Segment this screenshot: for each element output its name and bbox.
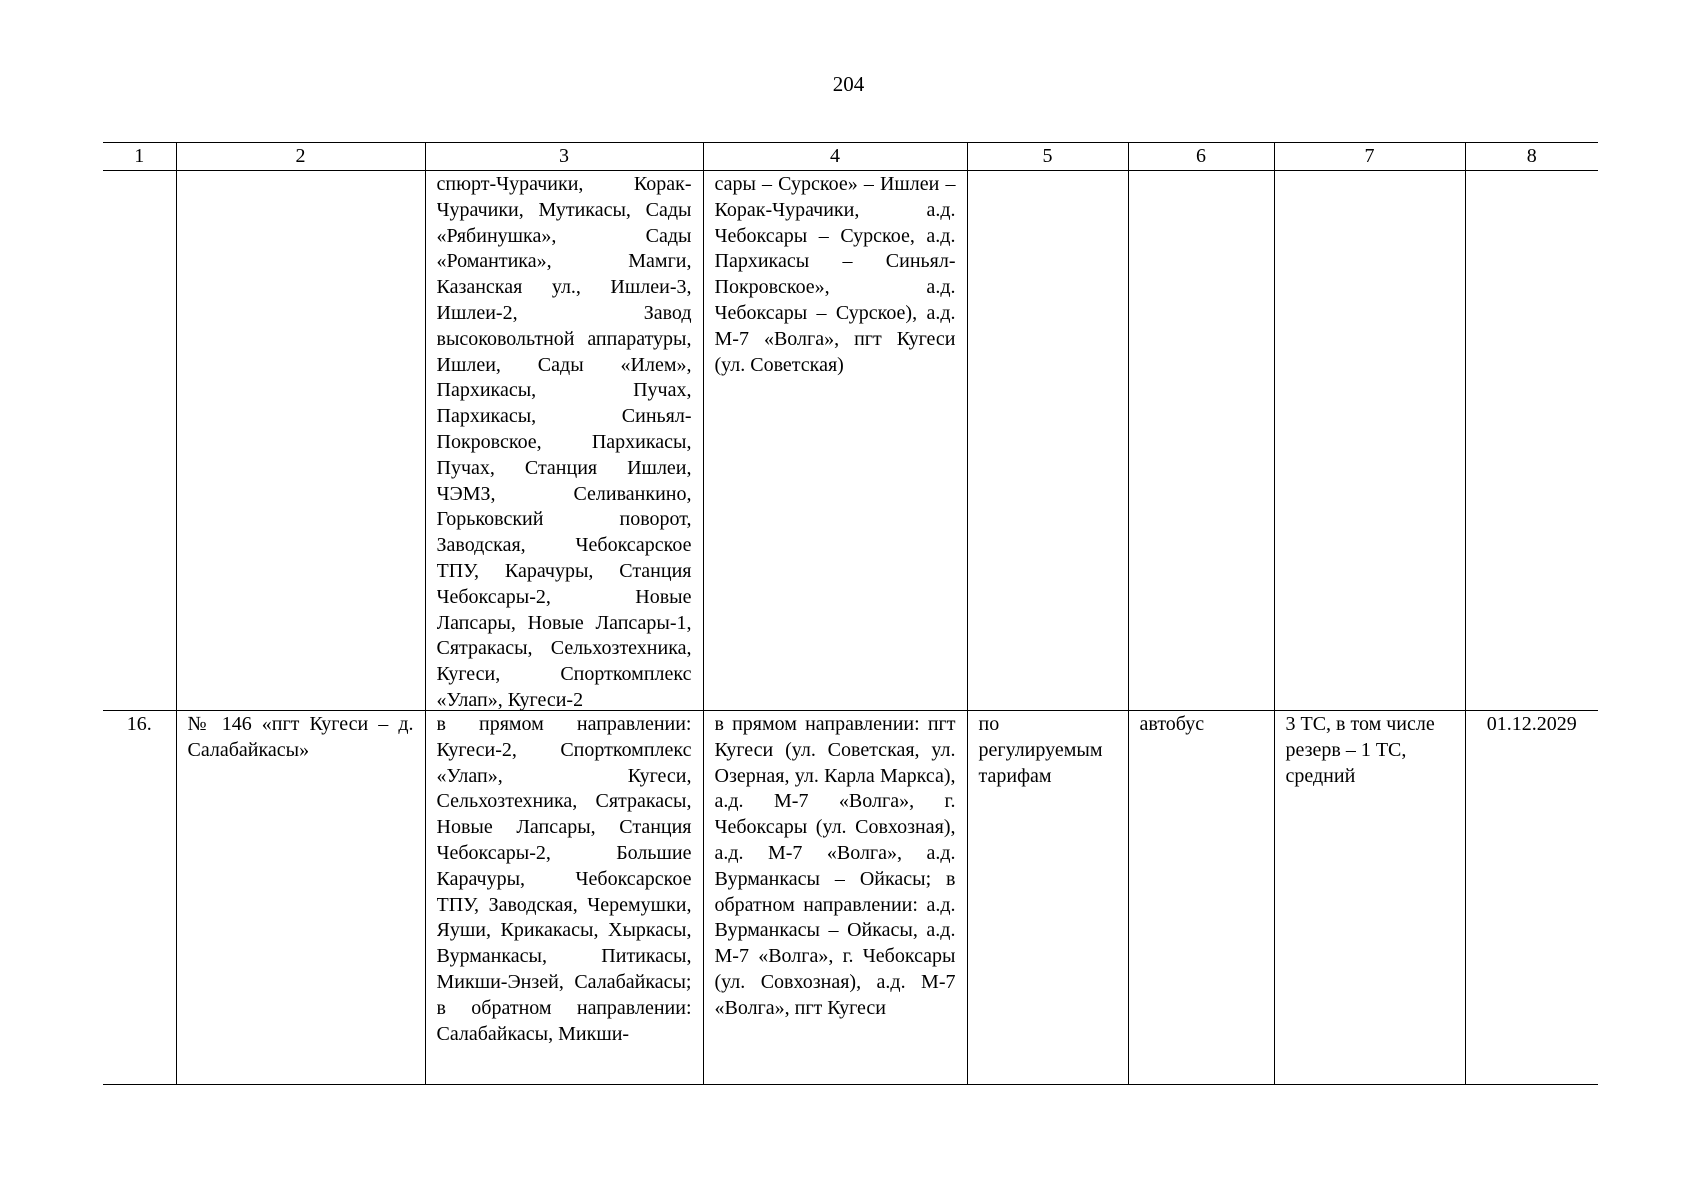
cell-number <box>103 171 176 711</box>
column-header-4: 4 <box>703 143 967 171</box>
cell-streets <box>703 711 967 1085</box>
cell-tariff-text: по регулируемым тарифам <box>978 713 1103 787</box>
cell-stops <box>425 171 703 711</box>
column-header-5: 5 <box>967 143 1128 171</box>
cell-tariff <box>967 711 1128 1085</box>
cell-streets <box>703 171 967 711</box>
cell-stops-text: в прямом направлении: Кугеси-2, Спорткомплекс «Улап», Кугеси, Сельхозтехника, Сятракасы, Новые Лапсары, Станция Чебоксары-2, Большие Карачуры, Чебоксарское ТПУ, Заводская, Черемушки, Яуши, Крикакасы, Хыркасы, Вурманкасы, Питикасы, Микши-Энзей, Салабайкасы; в обратном направлении: Салабайкасы, Микши- <box>436 713 692 1045</box>
column-header-2: 2 <box>176 143 425 171</box>
table-row-continuation <box>103 171 1598 711</box>
cell-number: 16. <box>103 711 176 1085</box>
cell-route-name <box>176 171 425 711</box>
cell-route-name: № 146 «пгт Кугеси – д. Салабайкасы» <box>176 711 425 1085</box>
cell-stops-text: спюрт-Чурачики, Корак-Чурачики, Мутикасы, Сады «Рябинушка», Сады «Романтика», Мамги, Казанская ул., Ишлеи-3, Ишлеи-2, Завод высоковольтной аппаратуры, Ишлеи, Сады «Илем», Пархикасы, Пучах, Пархикасы, Синьял-Покровское, Пархикасы, Пучах, Станция Ишлеи, ЧЭМЗ, Селиванкино, Горьковский поворот, Заводская, Чебоксарское ТПУ, Карачуры, Станция Чебоксары-2, Новые Лапсары, Новые Лапсары-1, Сятракасы, Сельхозтехника, Кугеси, Спорткомплекс «Улап», Кугеси-2 <box>436 173 692 710</box>
table-header-row <box>103 143 1598 171</box>
cell-date <box>1465 171 1598 711</box>
routes-table <box>103 142 1598 1085</box>
column-header-3: 3 <box>425 143 703 171</box>
cell-vehicle-type: автобус <box>1128 711 1274 1085</box>
column-header-8: 8 <box>1465 143 1598 171</box>
column-header-1: 1 <box>103 143 176 171</box>
cell-vehicles <box>1274 171 1465 711</box>
page-number: 204 <box>832 72 865 96</box>
cell-streets-text: сары – Сурское» – Ишлеи – Корак-Чурачики, а.д. Чебоксары – Сурское, а.д. Пархикасы – Синьял-Покровское», а.д. Чебоксары – Сурское), а.д. М-7 «Волга», пгт Кугеси (ул. Советская) <box>714 173 956 376</box>
cell-date: 01.12.2029 <box>1465 711 1598 1085</box>
cell-vehicles-text: 3 ТС, в том числе резерв – 1 ТС, средний <box>1285 713 1435 787</box>
cell-vehicles <box>1274 711 1465 1085</box>
table-row-16 <box>103 711 1598 1085</box>
cell-tariff <box>967 171 1128 711</box>
column-header-7: 7 <box>1274 143 1465 171</box>
column-header-6: 6 <box>1128 143 1274 171</box>
cell-vehicle-type <box>1128 171 1274 711</box>
cell-streets-text: в прямом направлении: пгт Кугеси (ул. Советская, ул. Озерная, ул. Карла Маркса), а.д. М-7 «Волга», г. Чебоксары (ул. Совхозная), а.д. М-7 «Волга», а.д. Вурманкасы – Ойкасы; в обратном направлении: а.д. Вурманкасы – Ойкасы, а.д. М-7 «Волга», г. Чебоксары (ул. Совхозная), а.д. М-7 «Волга», пгт Кугеси <box>714 713 956 1019</box>
cell-stops <box>425 711 703 1085</box>
